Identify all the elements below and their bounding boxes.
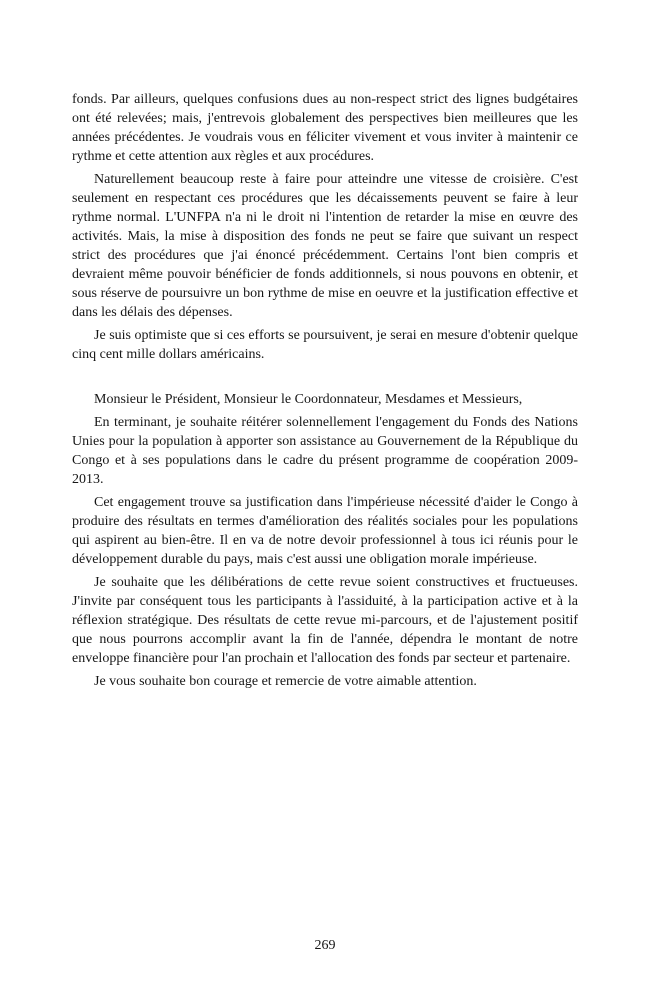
paragraph-salutation: Monsieur le Président, Monsieur le Coordonnateur, Mesdames et Messieurs, bbox=[94, 392, 523, 407]
page-number: 269 bbox=[314, 938, 336, 953]
paragraph: Cet engagement trouve sa justification dans l'impérieuse nécessité d'aider le Congo à produire des résultats en termes d'amélioration des réalités sociales pour les populations qui aspirent au bien-être. Il en va de notre devoir professionnel à tous ici réunis pour le développement durable du pays, mais c'est aussi une obligation morale impérieuse. bbox=[72, 495, 578, 567]
paragraph-closing: Je vous souhaite bon courage et remercie de votre aimable attention. bbox=[94, 674, 477, 689]
paragraph: Je suis optimiste que si ces efforts se poursuivent, je serai en mesure d'obtenir quelque cinq cent mille dollars américains. bbox=[72, 328, 578, 362]
paragraph: En terminant, je souhaite réitérer solennellement l'engagement du Fonds des Nations Unies pour la population à apporter son assistance au Gouvernement de la République du Congo et à ses populations dans le cadre du présent programme de coopération 2009-2013. bbox=[72, 415, 578, 487]
paragraph: Naturellement beaucoup reste à faire pour atteindre une vitesse de croisière. C'est seulement en respectant ces procédures que les décaissements peuvent se faire à leur rythme normal. L'UNFPA n'a ni le droit ni l'intention de retarder la mise en œuvre des activités. Mais, la mise à disposition des fonds ne peut se faire que suivant un respect strict des procédures que j'ai énoncé précédemment. Certains l'ont bien compris et devraient même pouvoir bénéficier de fonds additionnels, si nous pouvons en obtenir, et sous réserve de poursuivre un bon rythme de mise en oeuvre et la justification effective et dans les délais des dépenses. bbox=[72, 172, 578, 320]
text-block bbox=[72, 90, 578, 695]
paragraph-continuation: fonds. Par ailleurs, quelques confusions dues au non-respect strict des lignes budgétaires ont été relevées; mais, j'entrevois globalement des perspectives bien meilleures que les années précédentes. Je voudrais vous en féliciter vivement et vous inviter à maintenir ce rythme et cette attention aux règles et aux procédures. bbox=[72, 92, 578, 164]
paragraph: Je souhaite que les délibérations de cette revue soient constructives et fructueuses. J'invite par conséquent tous les participants à l'assiduité, à la participation active et à la réflexion stratégique. Des résultats de cette revue mi-parcours, et de l'ajustement positif que nous pourrons accomplir avant la fin de l'année, dépendra le montant de notre enveloppe financière pour l'an prochain et l'allocation des fonds par secteur et partenaire. bbox=[72, 575, 578, 666]
